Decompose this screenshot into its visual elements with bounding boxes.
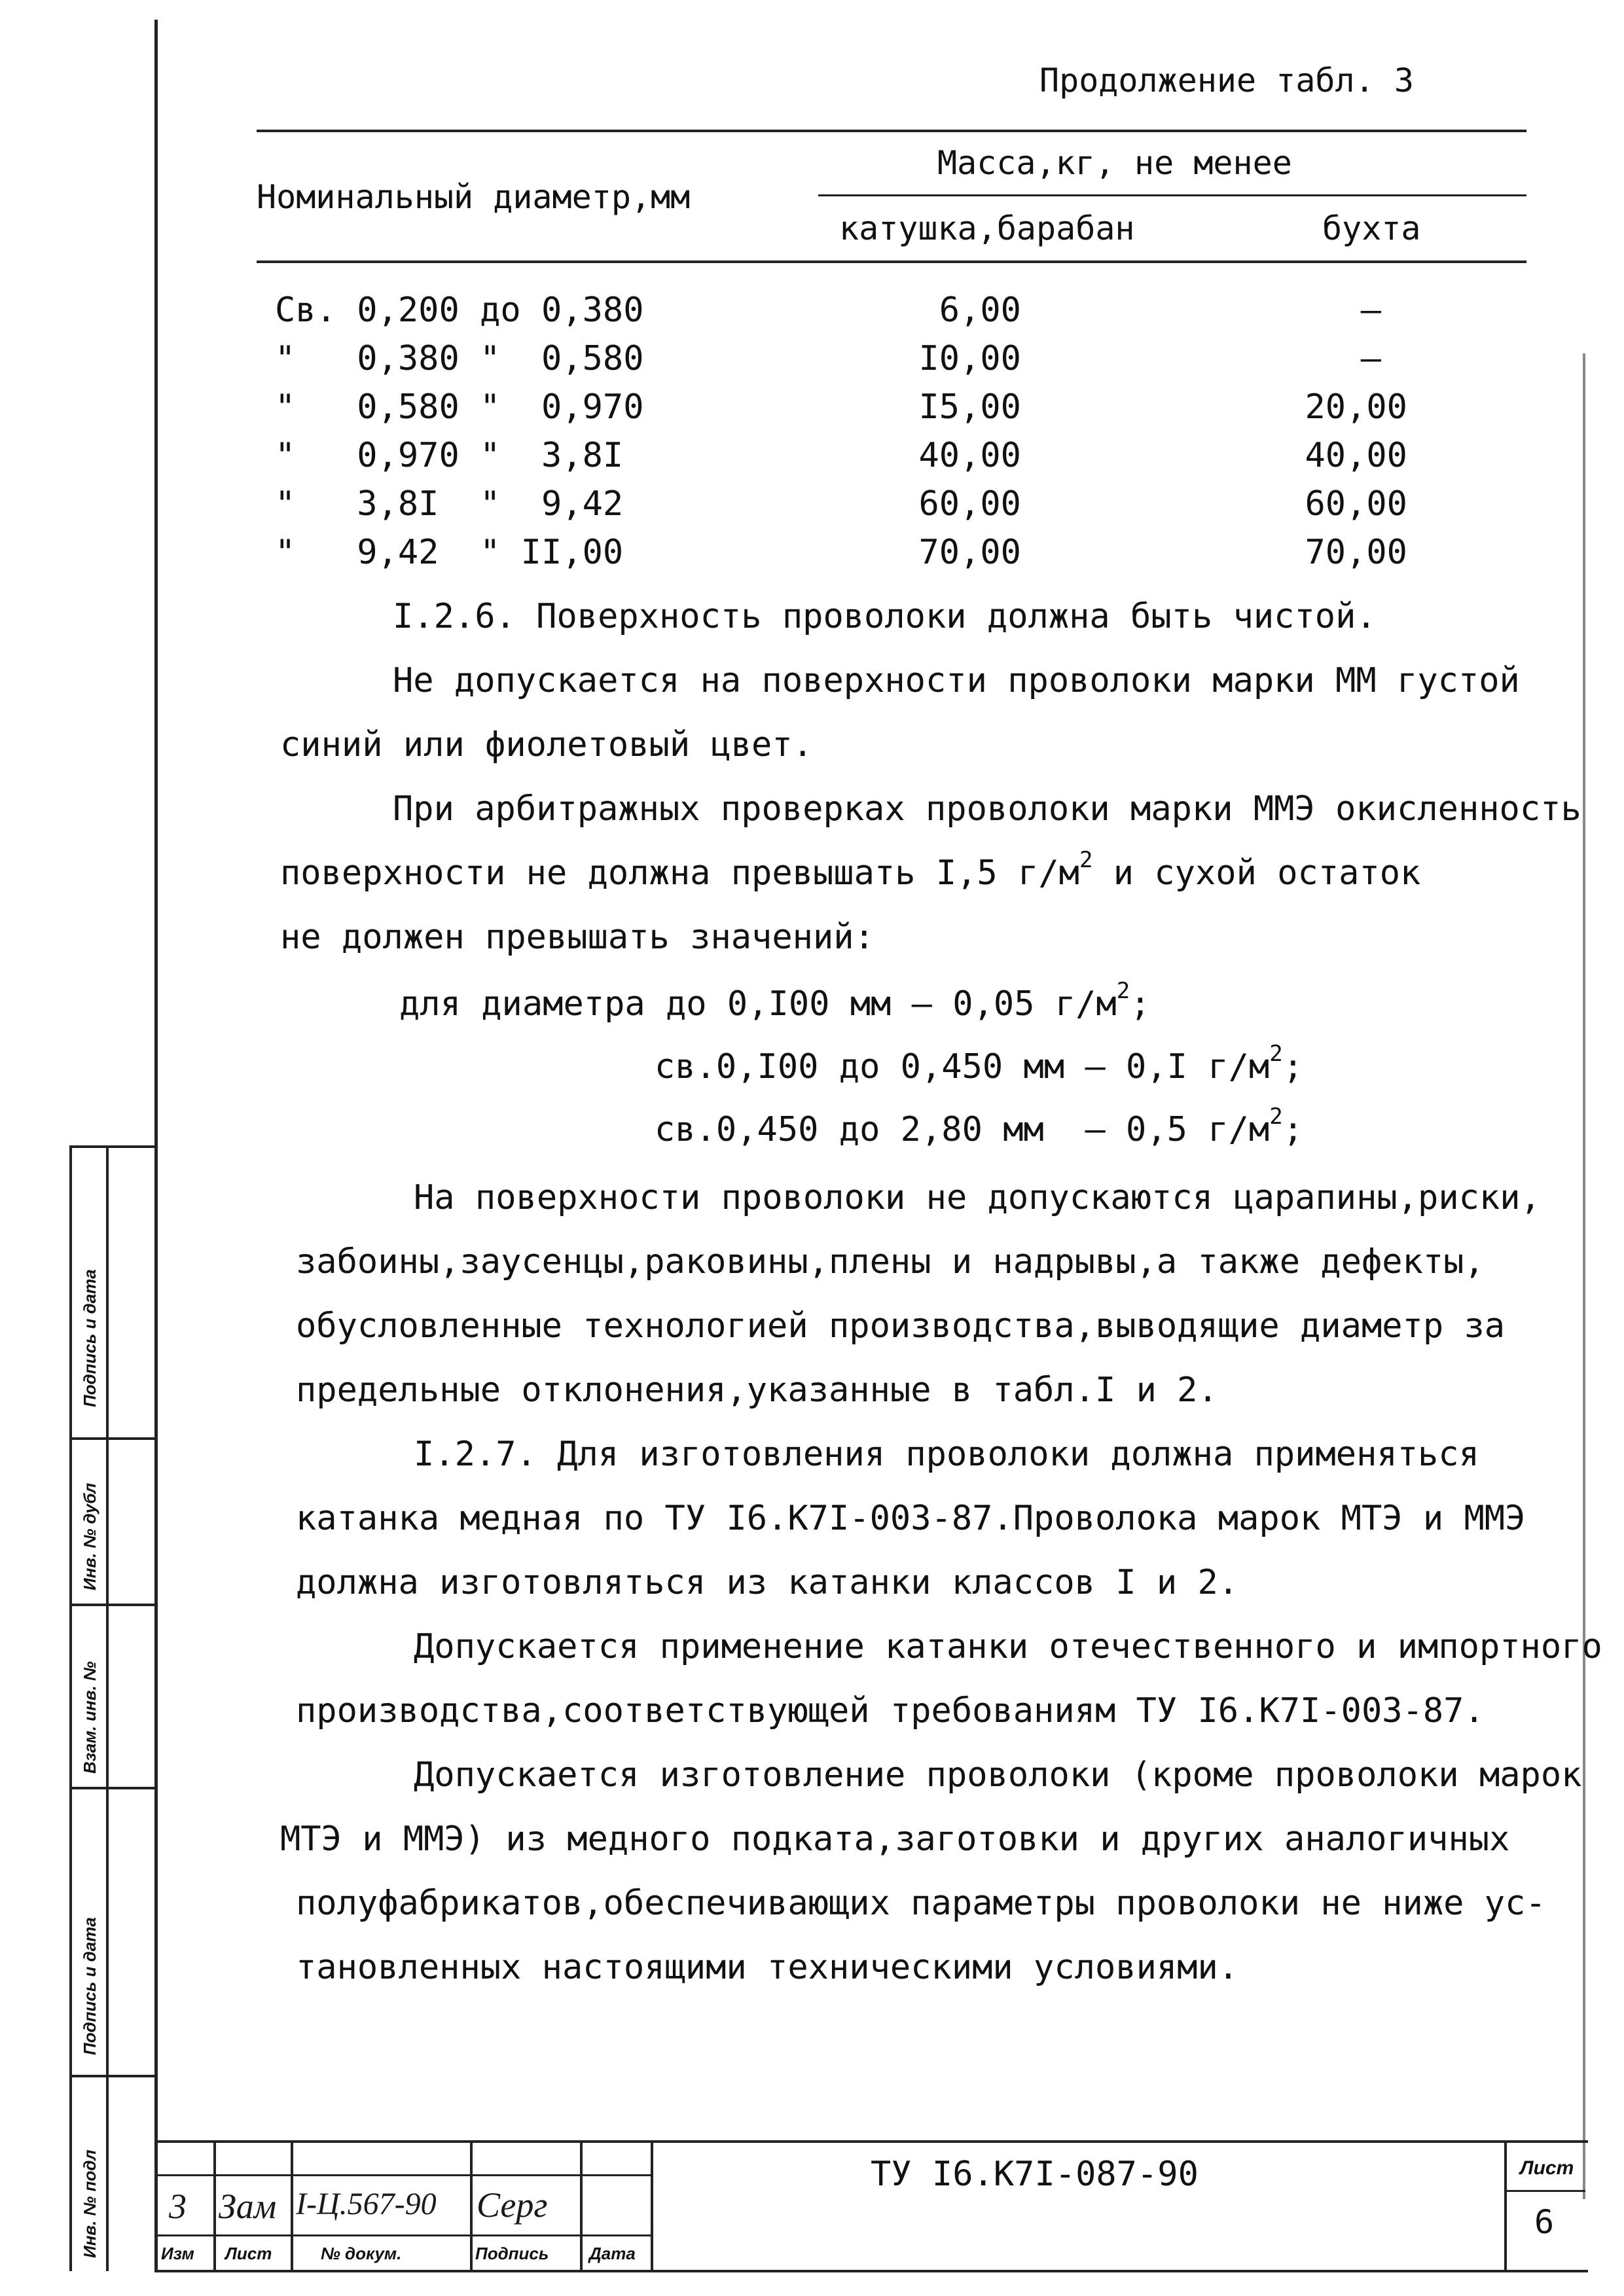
margin-label-orig-inv: Инв. № подл — [80, 2149, 99, 2258]
sheet-box-divider — [1504, 2190, 1585, 2192]
margin-divider-line — [106, 1145, 109, 2271]
margin-top-line — [69, 1145, 157, 1148]
title-block-col-line — [291, 2140, 293, 2271]
margin-cell-line — [69, 1604, 157, 1606]
continuation-caption: Продолжение табл. 3 — [1039, 62, 1414, 99]
para-alternative-line3: полуфабрикатов,обеспечивающих параметры проволоки не ниже ус- — [296, 1884, 1546, 1923]
col-coil-header: катушка,барабан — [839, 209, 1135, 247]
cell-coil-mass: I0,00 — [918, 339, 1021, 378]
sheet-box-left-line — [1504, 2140, 1507, 2271]
title-block-col-line — [580, 2140, 583, 2271]
para-surface-defects-line2: забоины,заусенцы,раковины,плены и надрывы,а также дефекты, — [296, 1242, 1485, 1282]
col-bundle-header: бухта — [1322, 209, 1421, 247]
header-signature: Подпись — [475, 2244, 549, 2263]
margin-label-replace-inv: Взам. инв. № — [80, 1661, 99, 1774]
header-sheet: Лист — [225, 2244, 272, 2263]
title-block-col-line — [470, 2140, 473, 2271]
cell-diameter: Св. 0,200 до 0,380 — [275, 291, 644, 330]
title-block-col-line — [213, 2140, 216, 2271]
sheet-label: Лист — [1520, 2157, 1574, 2179]
cell-diameter: " 0,380 " 0,580 — [275, 339, 644, 378]
cell-bundle-mass: – — [1360, 339, 1381, 378]
para-surface-defects-line3: обусловленные технологией производства,выводящие диаметр за — [296, 1306, 1506, 1346]
para-alternative-line4: тановленных настоящими техническими условиями. — [296, 1948, 1239, 1987]
sheet-number: 6 — [1534, 2203, 1555, 2241]
handwritten-change-number: 3 — [169, 2187, 187, 2226]
para-surface-defects-line1: На поверхности проволоки не допускаются царапины,риски, — [414, 1178, 1541, 1217]
para-alternative-line1: Допускается изготовление проволоки (кроме проволоки марок — [414, 1755, 1582, 1795]
frame-bottom-line — [154, 2270, 1588, 2272]
table-top-rule — [257, 130, 1526, 132]
para-not-allowed-line1: Не допускается на поверхности проволоки марки ММ густой — [393, 661, 1520, 700]
clause-1-2-7-line2: катанка медная по ТУ I6.К7I-003-87.Проволока марок МТЭ и ММЭ — [296, 1499, 1526, 1538]
title-block-row-line — [154, 2234, 652, 2236]
header-change: Изм — [161, 2244, 194, 2263]
margin-label-sign-date-2: Подпись и дата — [80, 1917, 99, 2055]
margin-label-sign-date: Подпись и дата — [80, 1269, 99, 1407]
handwritten-notice-number: I-Ц.567-90 — [296, 2187, 437, 2221]
para-arbitration-line2: поверхности не должна превышать I,5 $г/м^2$ и сухой остаток — [280, 846, 1421, 893]
cell-bundle-mass: 40,00 — [1305, 436, 1407, 475]
title-block-mid-line — [154, 2174, 652, 2176]
frame-right-line — [1583, 353, 1585, 2199]
mass-header-rule — [818, 194, 1526, 196]
para-import-line2: производства,соответствующей требованиям ТУ I6.К7I-003-87. — [296, 1691, 1485, 1731]
cell-bundle-mass: 20,00 — [1305, 387, 1407, 427]
title-block-top-line — [154, 2140, 1588, 2143]
residue-limit-3: св.0,450 до 2,80 мм – 0,5 $г/м^2$; — [655, 1103, 1303, 1149]
cell-coil-mass: 70,00 — [918, 533, 1021, 572]
header-doc-number: № докум. — [321, 2244, 402, 2263]
clause-1-2-7-line3: должна изготовляться из катанки классов I и 2. — [296, 1563, 1239, 1602]
residue-limit-2: св.0,I00 до 0,450 мм – 0,I $г/м^2$; — [655, 1040, 1303, 1086]
clause-1-2-7-line1: I.2.7. Для изготовления проволоки должна применяться — [414, 1435, 1479, 1474]
margin-cell-line — [69, 1437, 157, 1440]
cell-coil-mass: 6,00 — [939, 291, 1021, 330]
cell-diameter: " 0,970 " 3,8I — [275, 436, 624, 475]
para-surface-defects-line4: предельные отклонения,указанные в табл.I и 2. — [296, 1371, 1218, 1410]
para-alternative-line2: МТЭ и ММЭ) из медного подката,заготовки и других аналогичных — [280, 1820, 1510, 1859]
cell-coil-mass: 40,00 — [918, 436, 1021, 475]
col-diameter-header: Номинальный диаметр,мм — [257, 178, 691, 216]
cell-diameter: " 0,580 " 0,970 — [275, 387, 644, 427]
handwritten-change-type: Зам — [219, 2187, 277, 2226]
cell-coil-mass: 60,00 — [918, 484, 1021, 524]
document-code: ТУ I6.К7I-087-90 — [871, 2155, 1199, 2194]
cell-bundle-mass: – — [1360, 291, 1381, 330]
handwritten-signature: Серг — [477, 2185, 548, 2225]
margin-cell-line — [69, 2075, 157, 2077]
header-date: Дата — [589, 2244, 636, 2263]
para-not-allowed-line2: синий или фиолетовый цвет. — [280, 725, 813, 764]
para-import-line1: Допускается применение катанки отечественного и импортного — [414, 1627, 1602, 1666]
cell-bundle-mass: 60,00 — [1305, 484, 1407, 524]
residue-limit-1: для диаметра до 0,I00 мм – 0,05 $г/м^2$; — [399, 977, 1151, 1024]
margin-label-dup-inv: Инв. № дубл — [80, 1482, 99, 1590]
margin-cell-line — [69, 1787, 157, 1789]
clause-1-2-6: I.2.6. Поверхность проволоки должна быть чистой. — [393, 597, 1377, 636]
cell-diameter: " 9,42 " II,00 — [275, 533, 624, 572]
para-arbitration-line1: При арбитражных проверках проволоки марки ММЭ окисленность — [393, 789, 1581, 829]
cell-diameter: " 3,8I " 9,42 — [275, 484, 624, 524]
cell-bundle-mass: 70,00 — [1305, 533, 1407, 572]
mass-header: Масса,кг, не менее — [937, 144, 1292, 182]
cell-coil-mass: I5,00 — [918, 387, 1021, 427]
title-block-col-line — [651, 2140, 653, 2271]
table-header-bottom-rule — [257, 260, 1526, 263]
margin-outer-line — [69, 1145, 72, 2271]
para-arbitration-line3: не должен превышать значений: — [280, 918, 875, 957]
